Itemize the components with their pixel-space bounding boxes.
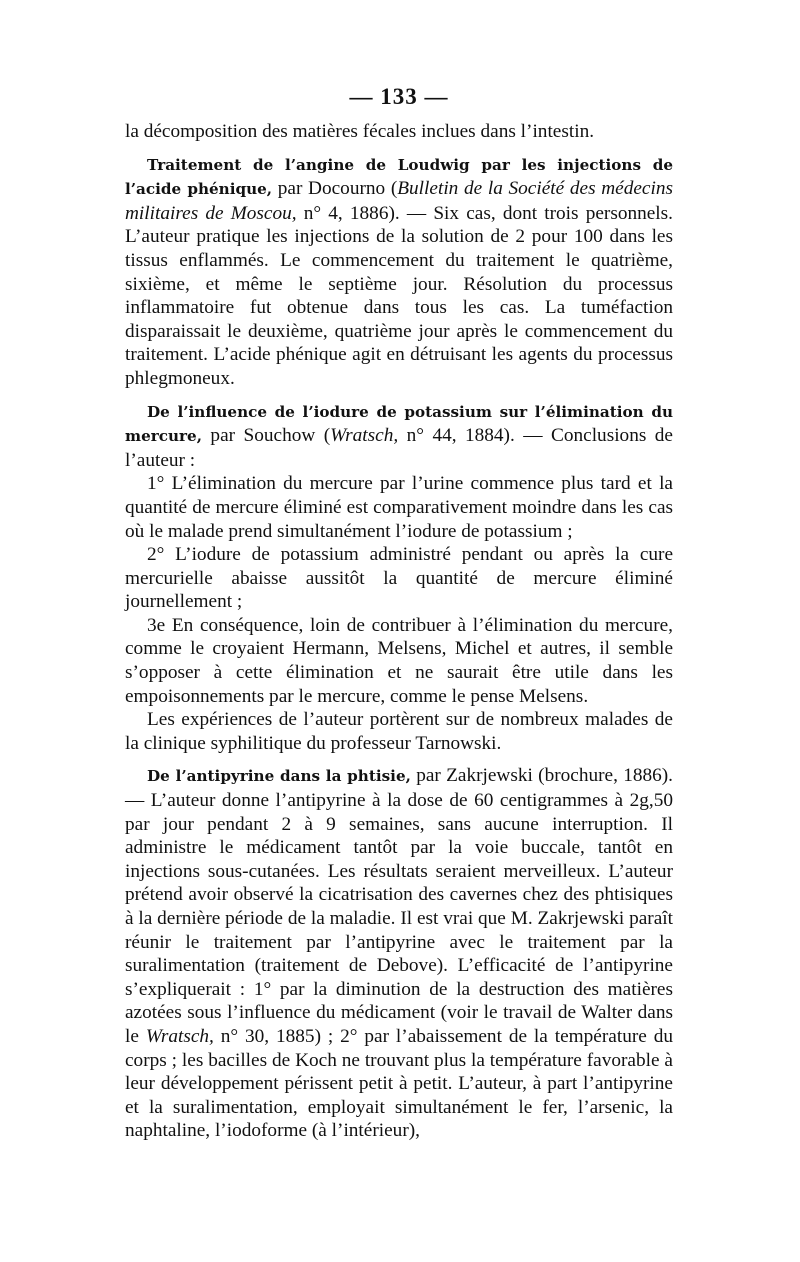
section-potassium-iodide <box>125 400 673 473</box>
conclusion-point-2: 2° L’iodure de potassium administré pendant ou après la cure mercurielle abaisse aussitôt la quantité de mercure éliminé journellement ; <box>125 544 673 613</box>
section-source-tail: n° 44, 1884). — <box>398 425 551 447</box>
section-body: Conclusions de l’auteur : <box>125 425 673 471</box>
section-heading: De l’influence de l’iodure de potassium sur l’élimination du mercure, <box>125 402 673 446</box>
section-body: Six cas, dont trois personnels. L’auteur pratique les injections de la solution de 2 pour 100 dans les tissus enflammés. Le commencement du traitement le quatrième, sixième, et même le septième jour. Résolution du processus inflammatoire fut obtenue dans tous les cas. La tuméfaction disparaissait le deuxième, quatrième jour après le commencement du traitement. L’acide phénique agit en détruisant les agents du processus phlegmoneux. <box>125 202 673 389</box>
section-heading: Traitement de l’angine de Loudwig par les injections de l’acide phénique, <box>125 155 673 199</box>
section-antipyrine <box>125 764 673 1143</box>
section-author: par Docourno ( <box>272 178 398 200</box>
section-heading: De l’antipyrine dans la phtisie, <box>147 767 411 786</box>
intro-line: la décomposition des matières fécales inclues dans l’intestin. <box>125 121 595 142</box>
conclusion-point-3: 3e En conséquence, loin de contribuer à l’élimination du mercure, comme le croyaient Hermann, Melsens, Michel et autres, il semble s’opposer à cette élimination et ne saurait être utile dans les empoisonnements par le mercure, comme le pense Melsens. <box>125 614 673 707</box>
conclusion-point-1: 1° L’élimination du mercure par l’urine commence plus tard et la quantité de mercure éliminé est comparativement moindre dans les cas où le malade prend simultanément l’iodure de potassium ; <box>125 473 673 542</box>
section-author: par Souchow ( <box>201 425 331 447</box>
section-source: Wratsch, <box>145 1025 214 1047</box>
section-body-continued: n° 30, 1885) ; 2° par l’abaissement de la température du corps ; les bacilles de Koch ne trouvant plus la température favorable à leur développement périssent petit à petit. L’auteur, à part l’antipyrine et la suralimentation, employait simultanément le fer, l’arsenic, la naphtaline, l’iodoforme (à l’intérieur), <box>125 1025 673 1142</box>
section-source-tail: n° 4, 1886). — <box>296 202 434 224</box>
section-source: Bulletin de la Société des médecins militaires de Moscou, <box>125 178 673 224</box>
section-body: par Zakrjewski (brochure, 1886). — L’auteur donne l’antipyrine à la dose de 60 centigrammes à 2g,50 par jour pendant 2 à 9 semaines, sans aucune interruption. Il administre le médicament tantôt par la voie buccale, tantôt en injections sous-cutanées. Les résultats seraient merveilleux. L’auteur prétend avoir observé la cicatrisation des cavernes chez des phtisiques à la dernière période de la maladie. Il est vrai que M. Zakrjewski paraît réunir le traitement par l’antipyrine avec le traitement par la suralimentation (traitement de Debove). L’efficacité de l’antipyrine s’expliquerait : 1° par la diminution de la destruction des matières azotées sous l’influence du médicament (voir le travail de Walter dans le <box>125 765 673 1047</box>
section-phenic-acid <box>125 153 673 391</box>
document-page <box>125 82 673 1143</box>
conclusion-note: Les expériences de l’auteur portèrent sur de nombreux malades de la clinique syphilitique du professeur Tarnowski. <box>125 709 673 754</box>
section-source: Wratsch, <box>330 425 399 447</box>
page-number: — 133 — <box>349 84 449 109</box>
